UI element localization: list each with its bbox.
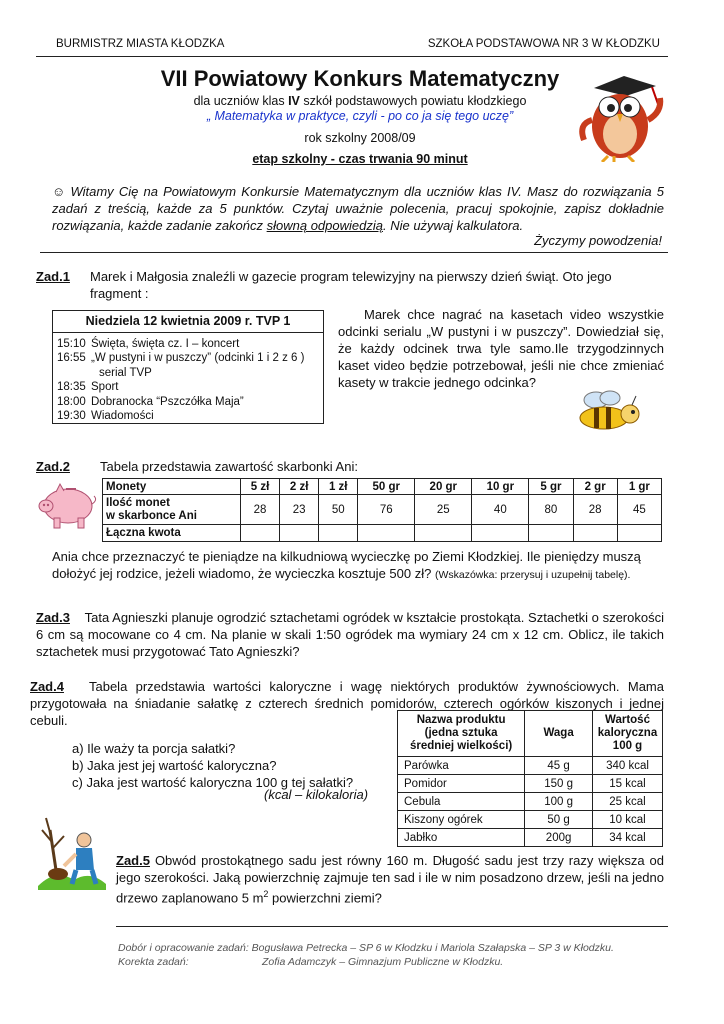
coin-count: 23 xyxy=(280,495,319,525)
header-left: BURMISTRZ MIASTA KŁODZKA xyxy=(56,38,225,50)
calorie-row xyxy=(398,793,663,811)
calorie-table-header xyxy=(398,711,663,757)
money-header-label: Monety xyxy=(103,479,241,495)
intro-text: ☺ Witamy Cię na Powiatowym Konkursie Matematycznym dla uczniów klas IV. Masz do rozwiązania 5 zadań z treścią, każde za 5 punktów. Czytaj uważnie polecenia, pracuj spokojnie, zapisz dokładnie rozwiązania, każde zadanie zakończ słowną odpowiedzią. Nie używaj kalkulatora. xyxy=(52,184,664,233)
piggy-bank-icon xyxy=(34,478,98,532)
title-motto: „ Matematyka w praktyce, czyli - po co ja się tego uczę” xyxy=(206,109,514,123)
tv-program-time: 16:55 xyxy=(57,352,86,364)
footer-authors: Dobór i opracowanie zadań: Bogusława Petrecka – SP 6 w Kłodzku i Mariola Szałapska – SP 3 w Kłodzku. xyxy=(118,942,614,954)
zad4-text-1: Tabela przedstawia wartości kaloryczne i wagę niektórych produktów żywnościowych. Mama przygotowała na śniadanie sałatkę z czterech średnich pomidorów, czterech ogórków kiszonych i jednej cebuli. xyxy=(30,679,664,728)
exam-stage: etap szkolny - czas trwania 90 minut xyxy=(252,152,468,166)
coin-header: 10 gr xyxy=(472,479,529,495)
tv-program-item xyxy=(57,337,317,352)
zad2-hint: (Wskazówka: przerysuj i uzupełnij tabelę). xyxy=(434,569,631,581)
zad1-text: Marek i Małgosia znaleźli w gazecie program telewizyjny na pierwszy dzień świąt. Oto jego fragment : xyxy=(90,269,612,301)
coin-header: 1 gr xyxy=(617,479,661,495)
tv-program-time: 19:30 xyxy=(57,410,86,422)
header-rule xyxy=(36,56,668,57)
coin-total-cell xyxy=(358,525,415,542)
calorie-cell-name: Pomidor xyxy=(398,775,525,793)
coin-total-cell xyxy=(529,525,573,542)
title-audience: dla uczniów klas IV szkół podstawowych powiatu kłodzkiego xyxy=(193,94,527,108)
zad4-questions xyxy=(72,740,382,791)
calorie-cell-kcal: 15 kcal xyxy=(593,775,663,793)
coin-count: 45 xyxy=(617,495,661,525)
owl-mascot-icon xyxy=(574,62,666,162)
coin-header: 2 gr xyxy=(573,479,617,495)
calorie-cell-name: Jabłko xyxy=(398,829,525,847)
zad4-label: Zad.4 xyxy=(30,679,64,694)
zad5-block: Zad.5 Obwód prostokątnego sadu jest równy 160 m. Długość sadu jest trzy razy większa od jego szerokości. Jaką powierzchnię zajmuje ten sad i ile w nim posadzono drzew, jeśli na jedno drzewo zaplanowano 5 $m^2$ powierzchni ziemi? xyxy=(116,853,664,906)
zad4-note: (kcal – kilokaloria) xyxy=(264,787,369,802)
zad4-question: a) Ile waży ta porcja sałatki? xyxy=(72,741,236,756)
coin-count: 50 xyxy=(319,495,358,525)
calorie-cell-kcal: 25 kcal xyxy=(593,793,663,811)
money-count-label: Ilość monet w skarbonce Ani xyxy=(103,495,241,525)
footer-rule xyxy=(116,926,668,927)
coin-header: 2 zł xyxy=(280,479,319,495)
tv-program-time: 18:00 xyxy=(57,395,86,408)
calorie-cell-name: Parówka xyxy=(398,757,525,775)
coin-header: 5 zł xyxy=(241,479,280,495)
coin-count: 76 xyxy=(358,495,415,525)
coin-total-cell xyxy=(472,525,529,542)
tv-program-item xyxy=(57,366,317,381)
coin-count: 25 xyxy=(415,495,472,525)
coin-total-cell xyxy=(280,525,319,542)
calorie-cell-weight: 50 g xyxy=(525,811,593,829)
school-year: rok szkolny 2008/09 xyxy=(304,131,416,145)
calorie-row xyxy=(398,811,663,829)
tv-program-show: „W pustyni i w puszczy” (odcinki 1 i 2 z 6 ) xyxy=(91,352,305,364)
tv-program-show: Dobranocka “Pszczółka Maja” xyxy=(91,395,244,408)
tv-program-list xyxy=(53,333,323,424)
page-title: VII Powiatowy Konkurs Matematyczny xyxy=(160,66,560,91)
zad3-text: Tata Agnieszki planuje ogrodzić sztachetami ogródek w kształcie prostokąta. Sztachetki o szerokości 6 cm są mocowane co 4 cm. Na planie w skali 1:50 ogródek ma wymiary 24 cm x 12 cm. Oblicz, ile takich sztachetek musi przygotować Tato Agnieszki? xyxy=(36,610,664,659)
zad1-question: Marek chce nagrać na kasetach video wszystkie odcinki serialu „W pustyni i w puszczy”. Dowiedział się, że każdy odcinek trwa tyle samo.Ile trzygodzinnych kaset video będzie potrzebował, jeśli nie chce zmieniać kasety w trakcie jednego odcinka? xyxy=(338,307,664,390)
calorie-col-weight: Waga xyxy=(525,711,593,757)
smiley-icon: ☺ xyxy=(52,184,66,199)
calorie-row xyxy=(398,775,663,793)
money-table-counts-row xyxy=(103,495,662,525)
calorie-cell-kcal: 34 kcal xyxy=(593,829,663,847)
zad1-label: Zad.1 xyxy=(36,269,70,284)
header-right: SZKOŁA PODSTAWOWA NR 3 W KŁODZKU xyxy=(427,38,660,50)
tv-program-item xyxy=(57,409,317,424)
tv-program-box xyxy=(52,310,324,424)
calorie-cell-kcal: 340 kcal xyxy=(593,757,663,775)
good-luck-text: Życzymy powodzenia! xyxy=(534,233,662,248)
zad5-label: Zad.5 xyxy=(116,853,150,868)
tv-program-show: Święta, święta cz. I – koncert xyxy=(91,337,240,350)
coin-count: 28 xyxy=(573,495,617,525)
tv-program-title: Niedziela 12 kwietnia 2009 r. TVP 1 xyxy=(53,311,323,333)
coin-total-cell xyxy=(415,525,472,542)
coin-total-cell xyxy=(617,525,661,542)
zad2-question: Ania chce przeznaczyć te pieniądze na kilkudniową wycieczkę po Ziemi Kłodzkiej. Ile pieniędzy muszą dołożyć jej rodzice, jeżeli wiadomo, że wycieczka kosztuje 500 zł? (Wskazówka: przerysuj i uzupełnij tabelę). xyxy=(52,549,641,581)
money-table-header-row xyxy=(103,479,662,495)
coin-count: 28 xyxy=(241,495,280,525)
tv-program-show: Wiadomości xyxy=(91,410,154,422)
zad4-question: b) Jaka jest jej wartość kaloryczna? xyxy=(72,758,277,773)
money-total-label: Łączna kwota xyxy=(103,525,241,542)
calorie-col-kcal: Wartość kaloryczna 100 g xyxy=(593,711,663,757)
money-table xyxy=(102,478,662,542)
coin-header: 50 gr xyxy=(358,479,415,495)
gardener-planting-tree-icon xyxy=(36,808,108,890)
coin-header: 5 gr xyxy=(529,479,573,495)
calorie-table xyxy=(397,710,663,847)
zad3-block xyxy=(36,609,664,660)
tv-program-time: 18:35 xyxy=(57,381,86,393)
coin-header: 1 zł xyxy=(319,479,358,495)
coin-count: 40 xyxy=(472,495,529,525)
calorie-cell-name: Kiszony ogórek xyxy=(398,811,525,829)
tv-program-show: serial TVP xyxy=(99,366,152,379)
tv-program-item xyxy=(57,395,317,410)
coin-header: 20 gr xyxy=(415,479,472,495)
calorie-row xyxy=(398,829,663,847)
footer-correction-label: Korekta zadań: xyxy=(118,956,189,968)
tv-program-time xyxy=(57,366,91,381)
calorie-cell-name: Cebula xyxy=(398,793,525,811)
calorie-col-product: Nazwa produktu (jedna sztuka średniej wielkości) xyxy=(398,711,525,757)
tv-program-item xyxy=(57,380,317,395)
calorie-cell-weight: 150 g xyxy=(525,775,593,793)
tv-program-time: 15:10 xyxy=(57,337,86,350)
zad3-label: Zad.3 xyxy=(36,610,70,625)
intro-rule xyxy=(40,252,668,253)
zad4-question: c) Jaka jest wartość kaloryczna 100 g tej sałatki? xyxy=(72,775,354,790)
calorie-cell-weight: 45 g xyxy=(525,757,593,775)
coin-total-cell xyxy=(573,525,617,542)
coin-count: 80 xyxy=(529,495,573,525)
calorie-row xyxy=(398,757,663,775)
money-table-total-row xyxy=(103,525,662,542)
tv-program-item xyxy=(57,351,317,366)
bee-icon xyxy=(574,386,644,436)
calorie-cell-kcal: 10 kcal xyxy=(593,811,663,829)
calorie-cell-weight: 100 g xyxy=(525,793,593,811)
zad2-text: Tabela przedstawia zawartość skarbonki Ani: xyxy=(100,459,358,474)
coin-total-cell xyxy=(241,525,280,542)
calorie-cell-weight: 200g xyxy=(525,829,593,847)
tv-program-show: Sport xyxy=(91,381,119,393)
footer-correction-text: Zofia Adamczyk – Gimnazjum Publiczne w Kłodzku. xyxy=(262,956,504,968)
coin-total-cell xyxy=(319,525,358,542)
zad2-label: Zad.2 xyxy=(36,459,70,474)
